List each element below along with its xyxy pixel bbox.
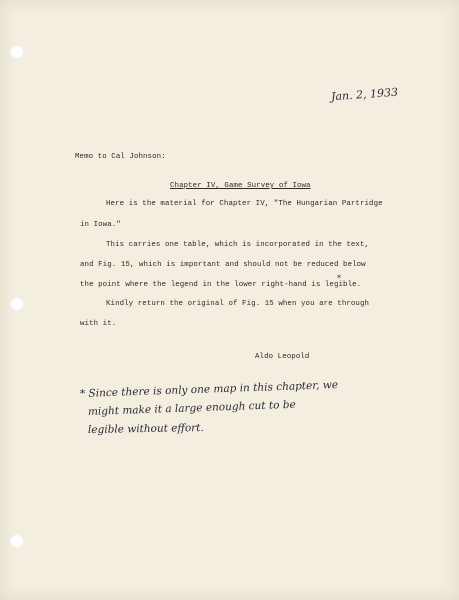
- body-line: with it.: [80, 320, 117, 328]
- memo-salutation: Memo to Cal Johnson:: [75, 153, 166, 161]
- punch-hole-top: [10, 45, 24, 59]
- handwritten-note-line: legible without effort.: [87, 421, 204, 436]
- memo-heading: Chapter IV, Game Survey of Iowa: [170, 182, 311, 190]
- handwritten-note-line: might make it a large enough cut to be: [87, 398, 296, 418]
- body-line: This carries one table, which is incorporated in the text,: [106, 241, 370, 249]
- signature: Aldo Leopold: [255, 353, 310, 361]
- punch-hole-middle: [10, 297, 24, 311]
- body-line: the point where the legend in the lower right-hand is legible.: [80, 281, 362, 289]
- body-line: Kindly return the original of Fig. 15 when you are through: [106, 300, 370, 308]
- handwritten-note-line: * Since there is only one map in this chapter, we: [79, 378, 339, 400]
- body-line: and Fig. 15, which is important and should not be reduced below: [80, 261, 366, 269]
- insertion-mark: *: [337, 274, 341, 283]
- body-line: in Iowa.": [80, 221, 121, 229]
- punch-hole-bottom: [10, 534, 24, 548]
- handwritten-date: Jan. 2, 1933: [330, 85, 399, 104]
- body-line: Here is the material for Chapter IV, "The Hungarian Partridge: [106, 200, 383, 208]
